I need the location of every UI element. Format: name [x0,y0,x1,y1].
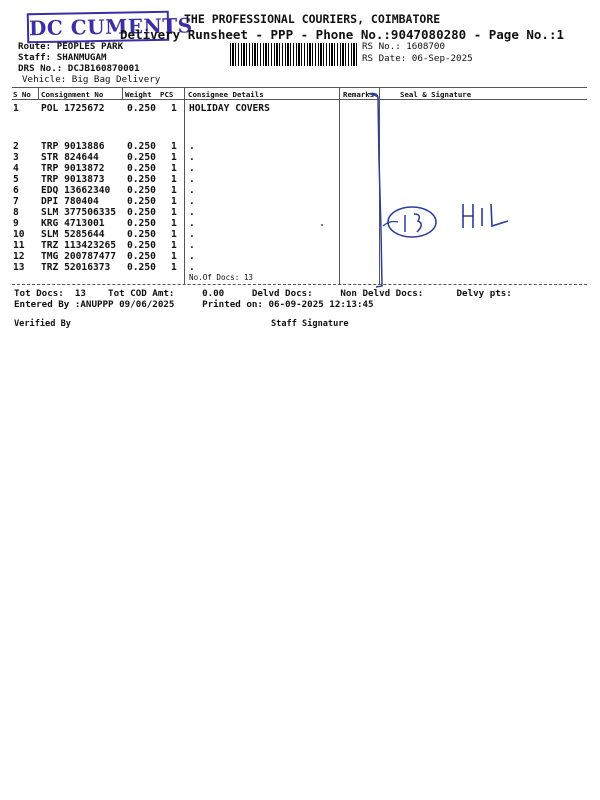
row-weight: 0.250 [127,163,156,174]
row-weight: 0.250 [127,103,156,114]
row-sno: 3 [13,152,19,163]
row-consignment: DPI 780404 [41,196,99,207]
row-pcs: 1 [171,141,177,152]
row-consignee: . [189,163,195,174]
row-consignee: . [189,185,195,196]
row-sno: 2 [13,141,19,152]
col-pcs: PCS [160,90,174,99]
col-weight: Weight [125,90,152,99]
row-pcs: 1 [171,196,177,207]
row-weight: 0.250 [127,141,156,152]
row-consignment: SLM 5285644 [41,229,105,240]
drs-number: DRS No.: DCJB160870001 [18,63,140,74]
row-consignment: SLM 377506335 [41,207,117,218]
row-pcs: 1 [171,262,177,273]
row-sno: 8 [13,207,19,218]
row-sno: 11 [13,240,25,251]
row-consignee: . [189,229,195,240]
row-consignee: . [189,218,195,229]
row-consignee: . [189,262,195,273]
row-sno: 9 [13,218,19,229]
row-consignee: . [189,240,195,251]
row-sno: 5 [13,174,19,185]
row-sno: 10 [13,229,25,240]
col-remarks: Remarks [343,90,375,99]
row-sno: 13 [13,262,25,273]
row-consignee: . [189,251,195,262]
row-pcs: 1 [171,185,177,196]
row-weight: 0.250 [127,152,156,163]
row-sno: 6 [13,185,19,196]
col-seal: Seal & Signature [400,90,472,99]
row-consignment: TRP 9013873 [41,174,105,185]
rs-number: RS No.: 1608700 [362,41,445,52]
row-sno: 4 [13,163,19,174]
row-weight: 0.250 [127,196,156,207]
route-label: Route: PEOPLES PARK [18,41,124,52]
row-consignee: HOLIDAY COVERS [189,103,270,114]
row-weight: 0.250 [127,240,156,251]
row-sno: 12 [13,251,25,262]
row-pcs: 1 [171,103,177,114]
staff-signature: Staff Signature [271,319,349,329]
row-sno: 7 [13,196,19,207]
col-consignment: Consignment No [41,90,104,99]
row-pcs: 1 [171,251,177,262]
row-consignee: . [189,141,195,152]
runsheet-title: Delivery Runsheet - PPP - Phone No.:9047080280 - Page No.:1 [120,27,565,42]
row-sno: 1 [13,103,19,114]
rs-date: RS Date: 06-Sep-2025 [362,53,473,64]
col-sno: S No [13,90,31,99]
staff-label: Staff: SHANMUGAM [18,52,107,63]
row-weight: 0.250 [127,251,156,262]
row-consignment: TRZ 113423265 [41,240,117,251]
row-weight: 0.250 [127,218,156,229]
entered-line: Entered By :ANUPPP 09/06/2025 Printed on: 06-09-2025 12:13:45 [14,299,374,310]
row-consignment: TMG 200787477 [41,251,117,262]
row-consignee: . [189,196,195,207]
row-consignment: TRP 9013886 [41,141,105,152]
row-weight: 0.250 [127,207,156,218]
row-pcs: 1 [171,207,177,218]
row-consignment: KRG 4713001 [41,218,105,229]
row-consignment: TRP 9013872 [41,163,105,174]
row-consignment: STR 824644 [41,152,99,163]
row-pcs: 1 [171,152,177,163]
row-pcs: 1 [171,174,177,185]
row-weight: 0.250 [127,262,156,273]
company-name: THE PROFESSIONAL COURIERS, COIMBATORE [184,12,441,26]
vehicle-label: Vehicle: Big Bag Delivery [22,74,161,85]
row-weight: 0.250 [127,174,156,185]
row-pcs: 1 [171,229,177,240]
row-pcs: 1 [171,218,177,229]
row-consignment: POL 1725672 [41,103,105,114]
row-weight: 0.250 [127,185,156,196]
row-consignee: . [189,152,195,163]
row-weight: 0.250 [127,229,156,240]
no-of-docs: No.Of Docs: 13 [189,273,254,282]
row-pcs: 1 [171,163,177,174]
row-consignment: EDQ 13662340 [41,185,111,196]
totals-line: Tot Docs: 13 Tot COD Amt: 0.00 Delvd Docs: Non Delvd Docs: Delvy pts: [14,288,512,299]
row-consignee: . [189,207,195,218]
row-consignment: TRZ 52016373 [41,262,111,273]
row-consignee: . [189,174,195,185]
verified-by: Verified By [14,319,71,329]
row-pcs: 1 [171,240,177,251]
documents-stamp: DC CUMENTS [27,11,170,43]
col-consignee: Consignee Details [188,90,264,99]
